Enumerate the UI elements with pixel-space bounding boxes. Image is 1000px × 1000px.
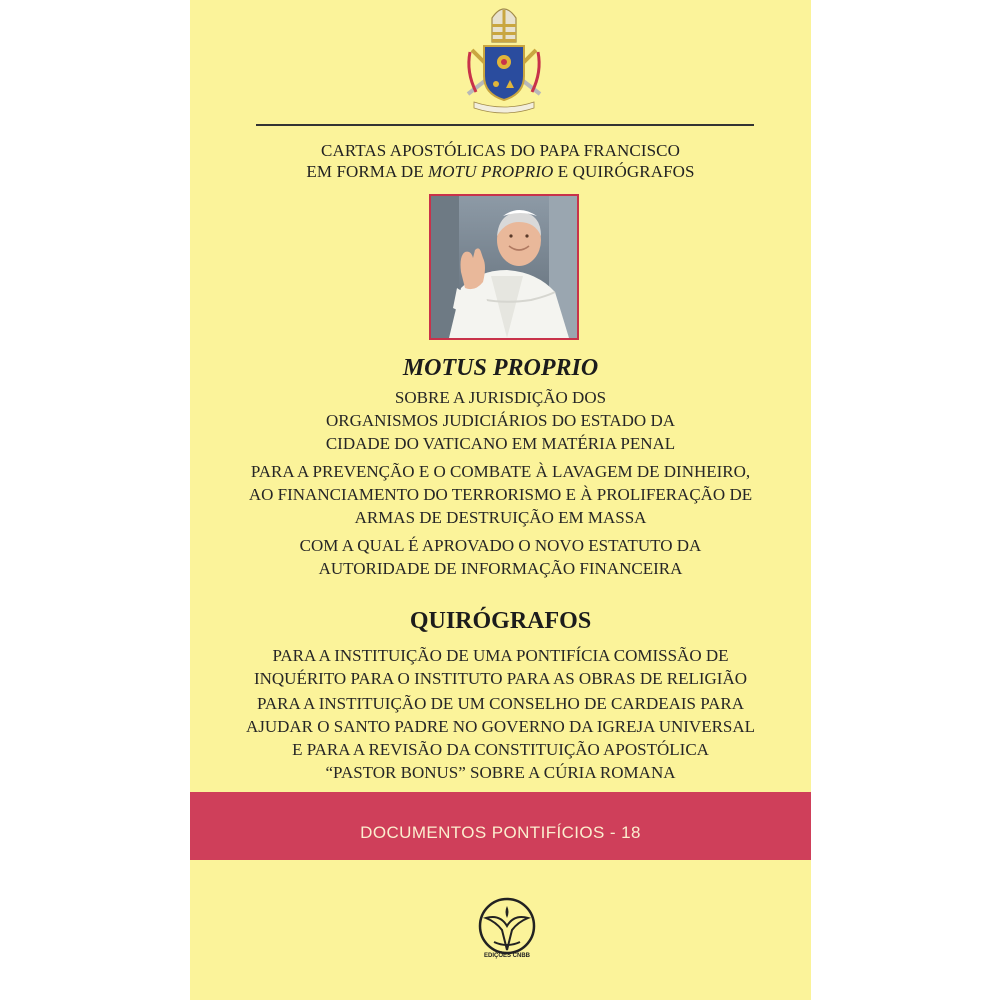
- text-line: “PASTOR BONUS” SOBRE A CÚRIA ROMANA: [325, 763, 676, 782]
- text-line: AUTORIDADE DE INFORMAÇÃO FINANCEIRA: [318, 559, 683, 578]
- text-line: AO FINANCIAMENTO DO TERRORISMO E À PROLIFERAÇÃO DE: [248, 485, 753, 504]
- text-line: ARMAS DE DESTRUIÇÃO EM MASSA: [354, 508, 647, 527]
- text-line: PARA A INSTITUIÇÃO DE UMA PONTIFÍCIA COMISSÃO DE: [272, 646, 729, 665]
- series-title-suffix: E QUIRÓGRAFOS: [553, 162, 695, 181]
- series-title: [190, 140, 811, 182]
- publisher-label: EDIÇÕES CNBB: [483, 953, 530, 959]
- text-line: COM A QUAL É APROVADO O NOVO ESTATUTO DA: [299, 536, 702, 555]
- book-cover: [190, 0, 811, 1000]
- series-title-line-1: CARTAS APOSTÓLICAS DO PAPA FRANCISCO: [321, 141, 680, 160]
- text-line: ORGANISMOS JUDICIÁRIOS DO ESTADO DA: [325, 411, 676, 430]
- series-title-italic: MOTU PROPRIO: [428, 162, 554, 181]
- divider-rule: [256, 124, 754, 126]
- motus-paragraph-3: [190, 534, 811, 580]
- text-line: CIDADE DO VATICANO EM MATÉRIA PENAL: [325, 434, 676, 453]
- text-line: PARA A PREVENÇÃO E O COMBATE À LAVAGEM DE DINHEIRO,: [250, 462, 751, 481]
- papal-coat-of-arms-icon: [462, 2, 546, 114]
- text-line: AJUDAR O SANTO PADRE NO GOVERNO DA IGREJA UNIVERSAL: [245, 717, 756, 736]
- motus-paragraph-2: [190, 460, 811, 529]
- text-line: PARA A INSTITUIÇÃO DE UM CONSELHO DE CARDEAIS PARA: [256, 694, 745, 713]
- series-band-label: DOCUMENTOS PONTIFÍCIOS - 18: [360, 823, 641, 842]
- quirografos-heading: QUIRÓGRAFOS: [409, 608, 592, 634]
- series-title-line-2: [190, 161, 811, 182]
- text-line: INQUÉRITO PARA O INSTITUTO PARA AS OBRAS DE RELIGIÃO: [253, 669, 748, 688]
- motus-paragraph-1: [190, 386, 811, 455]
- text-line: E PARA A REVISÃO DA CONSTITUIÇÃO APOSTÓLICA: [292, 740, 709, 759]
- motus-proprio-heading: MOTUS PROPRIO: [402, 355, 599, 381]
- text-line: SOBRE A JURISDIÇÃO DOS: [394, 388, 607, 407]
- quirografos-paragraph-1: [190, 644, 811, 690]
- cnbb-dove-logo-icon: [476, 896, 538, 980]
- quirografos-paragraph-2: [190, 692, 811, 784]
- series-title-prefix: EM FORMA DE: [306, 162, 429, 181]
- pope-francis-photo: [429, 194, 579, 340]
